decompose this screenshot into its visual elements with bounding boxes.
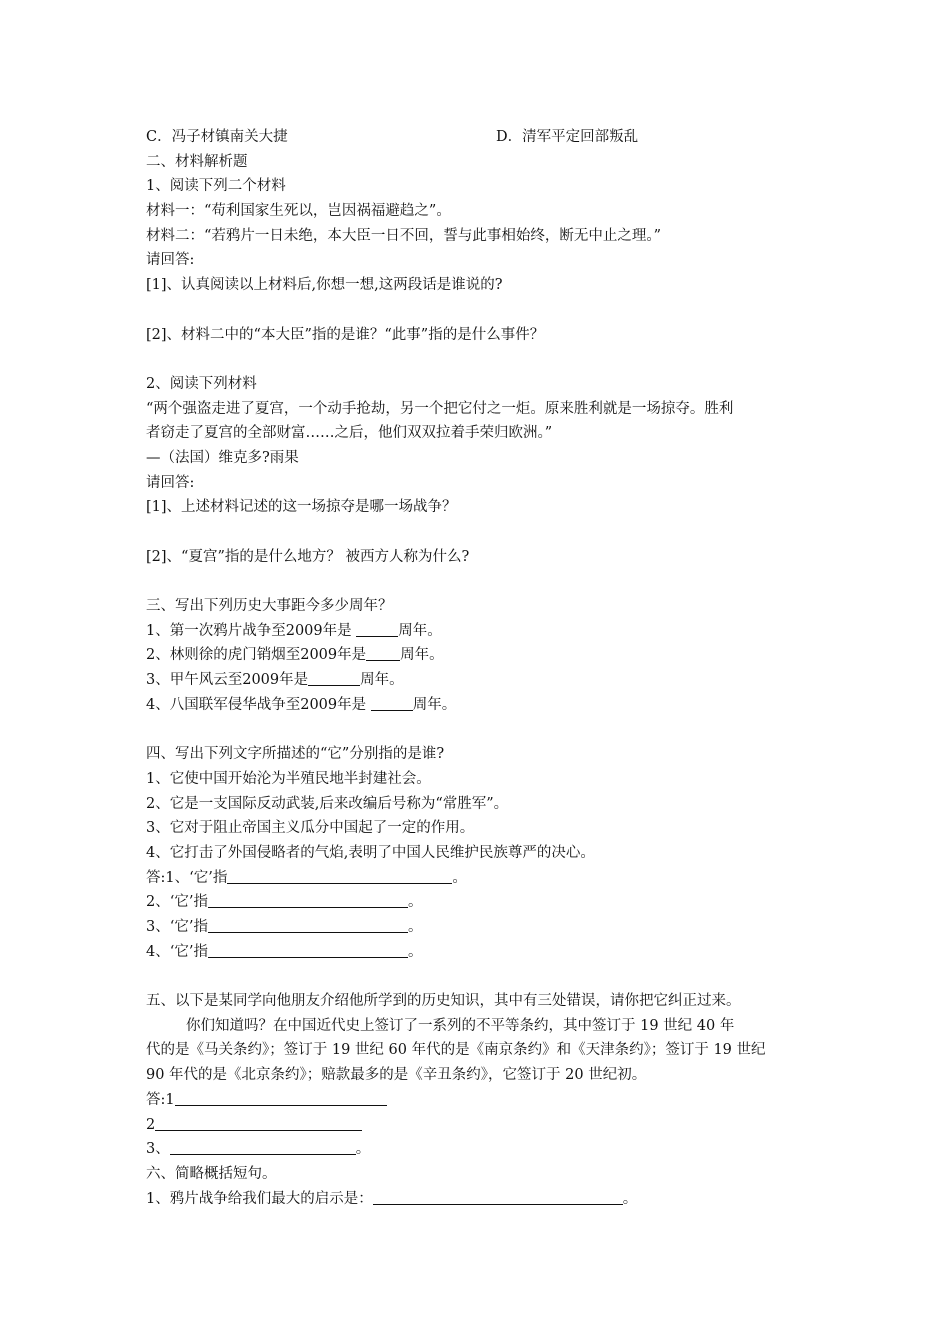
s4-item: 3、它对于阻止帝国主义瓜分中国起了一定的作用。 [146, 820, 475, 837]
period: 。 [452, 869, 467, 886]
quote-text: 者窃走了夏宫的全部财富……之后，他们双双拉着手荣归欧洲。” [146, 425, 553, 442]
subquestion: [1]、认真阅读以上材料后,你想一想,这两段话是谁说的? [146, 277, 503, 294]
answer-blank[interactable] [373, 1188, 623, 1205]
item-text: 周年。 [360, 672, 404, 689]
section-2-title: 二、材料解析题 [146, 153, 248, 170]
s5-answer [146, 1113, 816, 1138]
s3-item [146, 693, 816, 718]
section-3-title: 三、写出下列历史大事距今多少周年？ [146, 598, 393, 615]
s4-answer [146, 915, 816, 940]
answer-label: 答:1 [146, 1091, 175, 1108]
s3-item [146, 668, 816, 693]
answer-blank[interactable] [371, 694, 413, 711]
s4-answer [146, 940, 816, 965]
answer-blank[interactable] [227, 867, 452, 884]
answer-blank[interactable] [170, 1138, 356, 1155]
answer-label: 4、‘它’指 [146, 943, 208, 960]
subquestion: [2]、“夏宫”指的是什么地方？ 被西方人称为什么? [146, 548, 470, 565]
s4-answer [146, 890, 816, 915]
answer-label: 3、 [146, 1141, 170, 1158]
material-2: 材料二：“若鸦片一日未绝，本大臣一日不回，誓与此事相始终，断无中止之理。” [146, 227, 662, 244]
s5-paragraph: 90 年代的是《北京条约》；赔款最多的是《辛丑条约》，它签订于 20 世纪初。 [146, 1067, 647, 1084]
item-text: 周年。 [398, 622, 442, 639]
period: 。 [622, 1190, 638, 1207]
answer-label: 3、‘它’指 [146, 919, 208, 935]
option-d: D．清军平定回部叛乱 [496, 129, 639, 145]
period: 。 [407, 919, 423, 935]
answer-label: 答:1、‘它’指 [146, 869, 228, 886]
item-text: 4、八国联军侵华战争至2009年是 [146, 696, 371, 713]
s4-item: 4、它打击了外国侵略者的气焰,表明了中国人民维护民族尊严的决心。 [146, 844, 595, 861]
period: 。 [407, 943, 423, 960]
please-answer: 请回答: [146, 474, 195, 491]
s4-answer [146, 866, 816, 891]
s4-item: 2、它是一支国际反动武装,后来改编后号称为“常胜军”。 [146, 795, 509, 812]
s5-paragraph: 代的是《马关条约》；签订于 19 世纪 60 年代的是《南京条约》和《天津条约》；签订于 19 世纪 [146, 1042, 766, 1059]
period: 。 [407, 894, 423, 911]
item-text: 周年。 [412, 696, 457, 713]
material-1: 材料一：“苟利国家生死以，岂因祸福避趋之”。 [146, 203, 451, 220]
s3-item [146, 619, 816, 644]
period: 。 [355, 1141, 371, 1158]
s5-paragraph: 你们知道吗？在中国近代史上签订了一系列的不平等条约，其中签订于 19 世纪 40 年 [186, 1017, 735, 1034]
item-text: 1、第一次鸦片战争至2009年是 [146, 622, 357, 639]
item-text: 1、鸦片战争给我们最大的启示是： [146, 1190, 373, 1207]
answer-blank[interactable] [208, 891, 408, 908]
item-text: 3、甲午风云至2009年是 [146, 672, 309, 689]
answer-label: 2、‘它’指 [146, 894, 208, 911]
s5-answer [146, 1088, 816, 1113]
section-5-title: 五、以下是某同学向他朋友介绍他所学到的历史知识，其中有三处错误，请你把它纠正过来。 [146, 993, 741, 1010]
s3-item [146, 643, 816, 668]
item-text: 2、林则徐的虎门销烟至2009年是 [146, 647, 367, 664]
answer-blank[interactable] [308, 669, 360, 686]
item-text: 周年。 [400, 647, 444, 664]
answer-label: 2 [146, 1116, 156, 1133]
answer-blank[interactable] [366, 644, 400, 661]
answer-blank[interactable] [208, 941, 408, 958]
section-6-title: 六、简略概括短句。 [146, 1165, 277, 1182]
answer-blank[interactable] [356, 620, 398, 637]
document-page [146, 125, 816, 1211]
question-2-2: 2、阅读下列材料 [146, 375, 257, 392]
question-2-1: 1、阅读下列二个材料 [146, 178, 286, 195]
answer-blank[interactable] [175, 1089, 387, 1106]
option-c: C．冯子材镇南关大捷 [146, 129, 288, 145]
subquestion: [2]、材料二中的“本大臣”指的是谁？“此事”指的是什么事件？ [146, 326, 545, 343]
answer-blank[interactable] [208, 916, 408, 933]
options-row [146, 125, 816, 150]
quote-text: “两个强盗走进了夏宫，一个动手抢劫，另一个把它付之一炬。原来胜利就是一场掠夺。胜利 [146, 400, 734, 417]
subquestion: [1]、上述材料记述的这一场掠夺是哪一场战争？ [146, 499, 457, 516]
please-answer: 请回答: [146, 252, 195, 269]
section-4-title: 四、写出下列文字所描述的“它”分别指的是谁? [146, 746, 445, 763]
answer-blank[interactable] [155, 1114, 362, 1131]
s4-item: 1、它使中国开始沦为半殖民地半封建社会。 [146, 770, 431, 787]
s5-answer [146, 1137, 816, 1162]
quote-source: —（法国）维克多?雨果 [146, 449, 299, 466]
s6-item [146, 1187, 816, 1212]
